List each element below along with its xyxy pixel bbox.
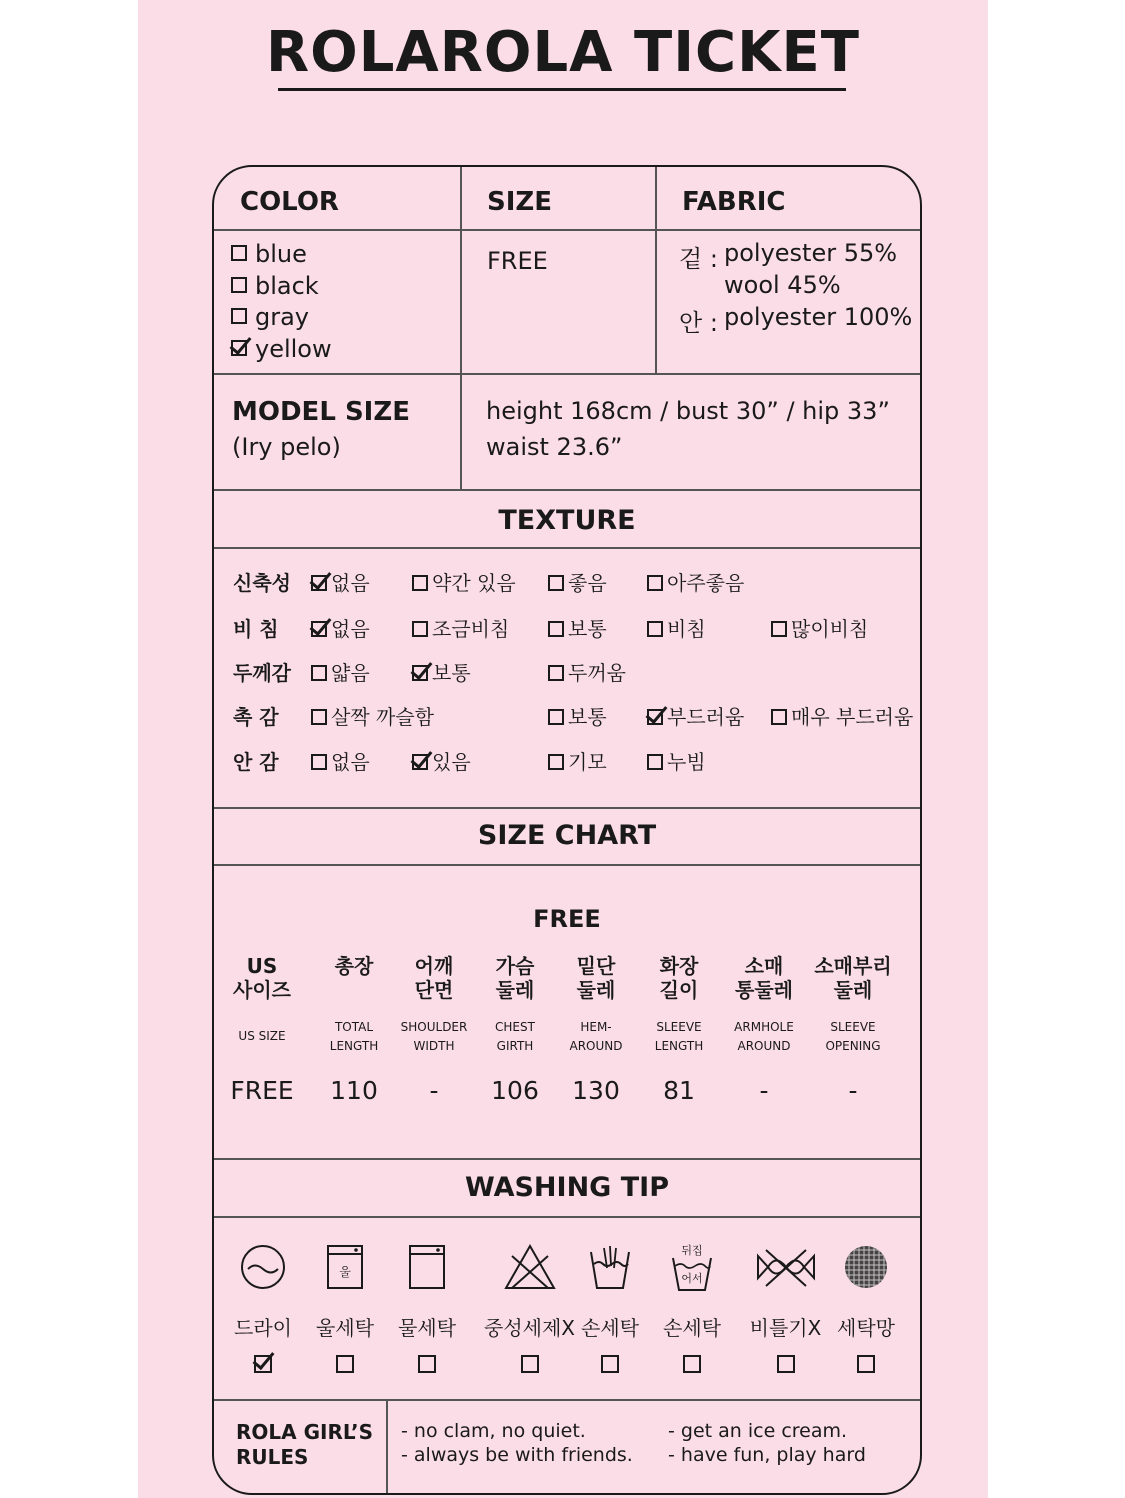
texture-option[interactable]: 약간 있음 — [412, 567, 516, 596]
column-header-ko: 총장 — [334, 954, 374, 978]
checkbox-checked[interactable] — [412, 665, 428, 681]
column-header-en: ARMHOLE AROUND — [734, 1020, 794, 1053]
column-header-ko: 소매 통둘레 — [735, 954, 793, 1002]
no-bleach-icon — [502, 1242, 558, 1292]
size-value-cell: 110 — [330, 1076, 378, 1105]
texture-option[interactable]: 기모 — [548, 746, 607, 775]
texture-option[interactable]: 보통 — [412, 657, 471, 686]
ticket-page — [138, 0, 988, 1498]
title-underline — [278, 88, 846, 91]
texture-option[interactable]: 좋음 — [548, 567, 607, 596]
divider — [214, 1399, 920, 1401]
size-value-cell: - — [429, 1076, 439, 1105]
size-chart-size-name: FREE — [533, 905, 601, 933]
column-header-en: SHOULDER WIDTH — [400, 1020, 468, 1053]
fabric-outer-2: wool 45% — [724, 271, 841, 299]
wash-item-hand-wash — [565, 1242, 655, 1373]
divider — [214, 229, 920, 231]
color-option-blue[interactable]: blue — [231, 240, 307, 268]
size-chart-column — [212, 954, 312, 1105]
checkbox[interactable] — [231, 277, 247, 293]
column-header-ko: US 사이즈 — [233, 954, 291, 1002]
color-header: COLOR — [240, 187, 339, 217]
checkbox[interactable] — [231, 308, 247, 324]
inside-out-wash-icon — [667, 1242, 717, 1292]
column-header-en: SLEEVE LENGTH — [654, 1020, 704, 1053]
wash-item-water — [382, 1242, 472, 1373]
texture-row-label: 안 감 — [233, 750, 279, 774]
divider — [214, 1216, 920, 1218]
size-header: SIZE — [487, 187, 553, 217]
color-option-black[interactable]: black — [231, 272, 319, 300]
size-value-cell: 81 — [663, 1076, 695, 1105]
texture-option[interactable]: 매우 부드러움 — [771, 701, 913, 730]
washing-tip-title: WASHING TIP — [465, 1172, 669, 1203]
checkbox-checked[interactable] — [311, 575, 327, 591]
fabric-outer-1: polyester 55% — [724, 239, 898, 267]
fabric-inner-1: polyester 100% — [724, 303, 913, 331]
texture-title: TEXTURE — [498, 505, 636, 536]
divider — [214, 864, 920, 866]
rule-item: - always be with friends. — [401, 1444, 633, 1466]
checkbox[interactable] — [418, 1355, 436, 1373]
size-chart-title: SIZE CHART — [477, 820, 657, 851]
checkbox[interactable] — [548, 754, 564, 770]
checkbox[interactable] — [857, 1355, 875, 1373]
checkbox[interactable] — [231, 245, 247, 261]
texture-option[interactable]: 비침 — [647, 613, 706, 642]
divider — [214, 807, 920, 809]
texture-option[interactable]: 없음 — [311, 567, 370, 596]
wash-item-dry-clean — [218, 1242, 308, 1373]
checkbox[interactable] — [521, 1355, 539, 1373]
column-header-ko: 화장 길이 — [659, 954, 699, 1002]
checkbox[interactable] — [412, 621, 428, 637]
checkbox[interactable] — [647, 575, 663, 591]
checkbox-checked[interactable] — [231, 340, 247, 356]
checkbox-checked[interactable] — [412, 754, 428, 770]
wash-item-no-wring — [738, 1242, 833, 1373]
fabric-inner-label: 안 : — [679, 309, 718, 337]
checkbox[interactable] — [777, 1355, 795, 1373]
checkbox[interactable] — [601, 1355, 619, 1373]
checkbox[interactable] — [311, 754, 327, 770]
wash-label: 중성세제X — [484, 1316, 575, 1340]
wash-label: 비틀기X — [749, 1316, 822, 1340]
texture-row-label: 비 침 — [233, 617, 279, 641]
column-header-ko: 어깨 단면 — [414, 954, 454, 1002]
texture-row-label: 두께감 — [233, 661, 291, 685]
column-header-ko: 밑단 둘레 — [576, 954, 616, 1002]
texture-option[interactable]: 두꺼움 — [548, 657, 626, 686]
wash-label: 손세탁 — [581, 1316, 639, 1340]
texture-option[interactable]: 누빔 — [647, 746, 706, 775]
fabric-header: FABRIC — [682, 187, 786, 217]
model-measure-2: waist 23.6” — [486, 433, 623, 461]
wool-wash-icon — [320, 1242, 370, 1292]
water-wash-icon — [402, 1242, 452, 1292]
model-measure-1: height 168cm / bust 30” / hip 33” — [486, 397, 890, 425]
checkbox[interactable] — [683, 1355, 701, 1373]
size-value: FREE — [487, 247, 548, 275]
rule-item: - no clam, no quiet. — [401, 1420, 586, 1442]
column-header-en: CHEST GIRTH — [495, 1020, 535, 1053]
texture-option[interactable]: 많이비침 — [771, 613, 868, 642]
model-size-title: MODEL SIZE — [232, 397, 410, 427]
checkbox[interactable] — [548, 665, 564, 681]
size-value-cell: FREE — [230, 1076, 294, 1105]
divider — [214, 1158, 920, 1160]
hand-wash-icon — [585, 1242, 635, 1292]
texture-row-label: 촉 감 — [233, 705, 279, 729]
texture-option[interactable]: 얇음 — [311, 657, 370, 686]
ticket-title: ROLAROLA TICKET — [266, 20, 860, 85]
wash-label: 손세탁 — [663, 1316, 721, 1340]
fabric-outer-label: 겉 : — [679, 245, 718, 273]
checkbox[interactable] — [336, 1355, 354, 1373]
wash-item-wool — [300, 1242, 390, 1373]
wash-label: 울세탁 — [316, 1316, 374, 1340]
checkbox[interactable] — [311, 665, 327, 681]
size-value-cell: 106 — [491, 1076, 539, 1105]
wash-item-inside-out — [647, 1242, 737, 1373]
column-header-en: HEM- AROUND — [569, 1020, 623, 1053]
texture-option[interactable]: 있음 — [412, 746, 471, 775]
checkbox[interactable] — [548, 709, 564, 725]
divider — [214, 373, 920, 375]
svg-text:뒤집: 뒤집 — [681, 1244, 703, 1257]
model-name: (Iry pelo) — [232, 433, 341, 461]
column-header-ko: 가슴 둘레 — [495, 954, 535, 1002]
texture-option[interactable]: 보통 — [548, 701, 607, 730]
checkbox-checked[interactable] — [254, 1355, 272, 1373]
size-value-cell: - — [759, 1076, 769, 1105]
laundry-net-icon — [841, 1242, 891, 1292]
checkbox[interactable] — [412, 575, 428, 591]
checkbox[interactable] — [771, 709, 787, 725]
texture-option[interactable]: 아주좋음 — [647, 567, 744, 596]
svg-text:어서: 어서 — [681, 1272, 703, 1285]
divider — [460, 167, 462, 489]
rule-item: - get an ice cream. — [668, 1420, 848, 1442]
color-option-gray[interactable]: gray — [231, 303, 309, 331]
column-header-en: US SIZE — [238, 1029, 286, 1043]
divider — [386, 1399, 388, 1495]
checkbox[interactable] — [548, 621, 564, 637]
texture-option[interactable]: 없음 — [311, 746, 370, 775]
divider — [214, 489, 920, 491]
ticket-card — [212, 165, 922, 1495]
wash-item-laundry-net — [821, 1242, 911, 1373]
checkbox-checked[interactable] — [647, 709, 663, 725]
size-value-cell: 130 — [572, 1076, 620, 1105]
texture-row-label: 신축성 — [233, 571, 291, 595]
texture-option[interactable]: 없음 — [311, 613, 370, 642]
rules-title: ROLA GIRL’S RULES — [236, 1420, 373, 1469]
checkbox[interactable] — [647, 621, 663, 637]
texture-option[interactable]: 조금비침 — [412, 613, 509, 642]
wash-label: 물세탁 — [398, 1316, 456, 1340]
color-option-yellow[interactable]: yellow — [231, 335, 332, 363]
checkbox-checked[interactable] — [311, 621, 327, 637]
divider — [655, 167, 657, 373]
svg-text:울: 울 — [339, 1265, 351, 1279]
divider — [214, 547, 920, 549]
rule-item: - have fun, play hard — [668, 1444, 866, 1466]
wash-label: 드라이 — [234, 1316, 292, 1340]
column-header-en: SLEEVE OPENING — [825, 1020, 881, 1053]
checkbox[interactable] — [548, 575, 564, 591]
wash-label: 세탁망 — [837, 1316, 895, 1340]
checkbox[interactable] — [311, 709, 327, 725]
checkbox[interactable] — [647, 754, 663, 770]
size-chart-column — [714, 954, 814, 1105]
texture-option[interactable]: 살짝 까슬함 — [311, 701, 434, 730]
texture-option[interactable]: 보통 — [548, 613, 607, 642]
no-wring-icon — [754, 1242, 818, 1292]
column-header-en: TOTAL LENGTH — [329, 1020, 379, 1053]
texture-option[interactable]: 부드러움 — [647, 701, 744, 730]
dry-clean-icon — [238, 1242, 288, 1292]
checkbox[interactable] — [771, 621, 787, 637]
size-chart-column — [803, 954, 903, 1105]
column-header-ko: 소매부리 둘레 — [814, 954, 892, 1002]
size-value-cell: - — [848, 1076, 858, 1105]
